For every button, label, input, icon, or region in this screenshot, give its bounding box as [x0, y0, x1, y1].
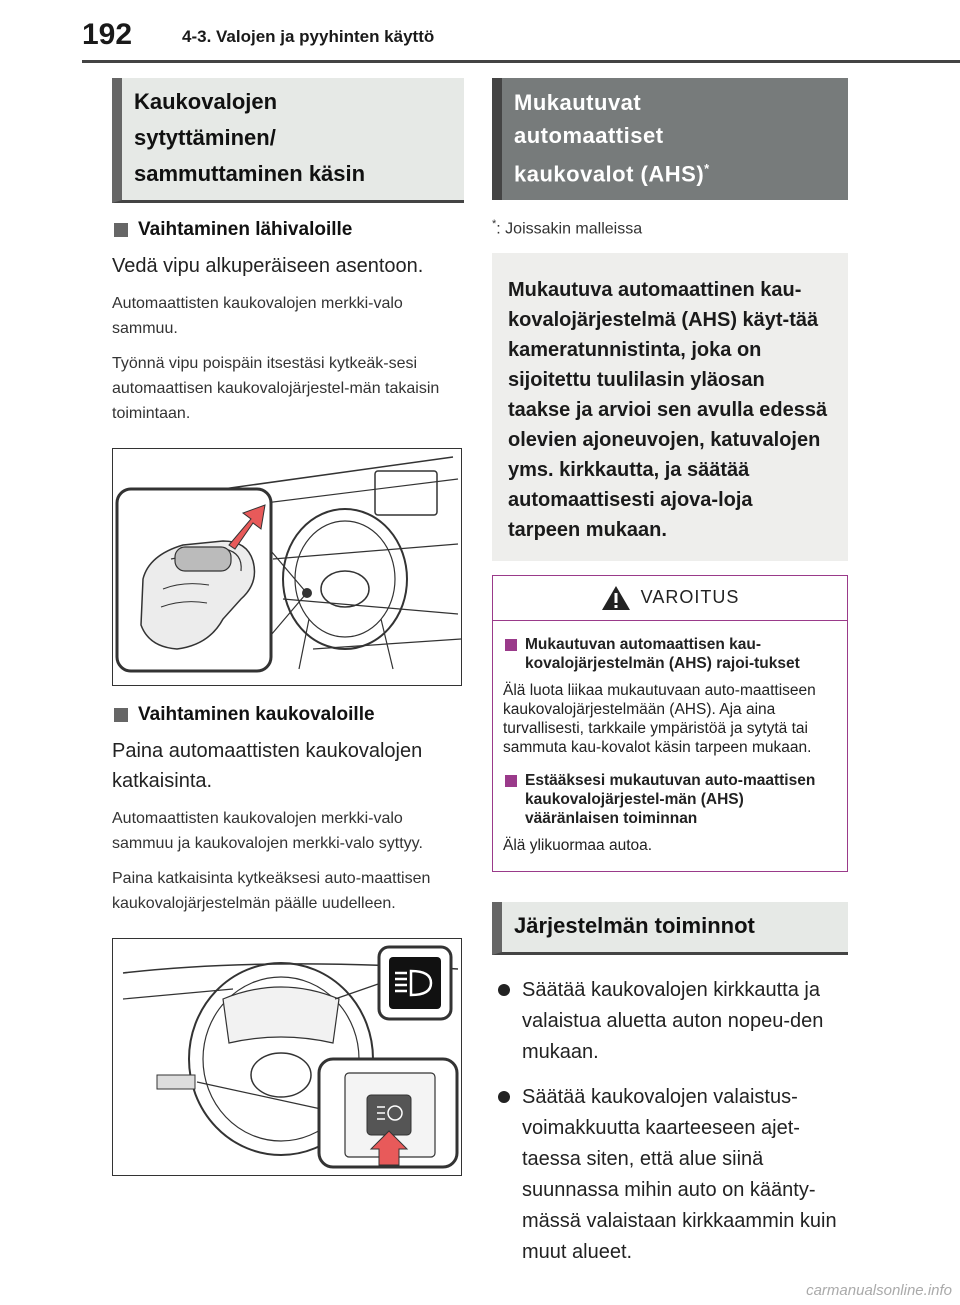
section-title-line: sytyttäminen/	[134, 125, 276, 150]
footnote-marker: *	[492, 218, 497, 231]
warning-header	[493, 576, 847, 621]
body-text: Työnnä vipu poispäin itsestäsi kytkeäk-sesi automaattisen kaukovalojärjestel-män takaisin toimintaan.	[112, 355, 440, 422]
left-column	[112, 78, 464, 1176]
warning-body	[493, 621, 847, 871]
body-text: Automaattisten kaukovalojen merkki-valo sammuu.	[112, 295, 403, 337]
subheading-text: Vaihtaminen lähivaloille	[138, 219, 353, 240]
section-title-line: Kaukovalojen	[134, 89, 278, 114]
section-title-text: kaukovalot (AHS)	[514, 161, 705, 187]
section-title-ahs	[492, 78, 848, 200]
subheading-high-beam	[112, 704, 464, 726]
warning-box	[492, 575, 848, 872]
warning-text: Älä ylikuormaa autoa.	[503, 836, 653, 854]
section-title-line: automaattiset	[514, 123, 664, 148]
page-header	[0, 0, 960, 66]
body-text: Automaattisten kaukovalojen merkki-valo sammuu ja kaukovalojen merkki-valo syttyy.	[112, 810, 423, 852]
subheading-low-beam	[112, 219, 464, 241]
bullet-dot-icon	[498, 984, 510, 996]
watermark: carmanualsonline.info	[806, 1282, 952, 1299]
square-bullet-icon	[505, 775, 517, 787]
section-title-manual-high-beam	[112, 78, 464, 203]
footnote-text: : Joissakin malleissa	[496, 220, 643, 238]
header-rule	[82, 60, 960, 63]
body-text: Paina katkaisinta kytkeäksesi auto-maattisen kaukovalojärjestelmän päälle uudelleen.	[112, 870, 431, 912]
footnote	[492, 218, 848, 238]
illustration-ahs-switch	[112, 938, 462, 1176]
list-item	[492, 1082, 848, 1268]
page-number: 192	[82, 18, 133, 51]
section-title-line: sammuttaminen käsin	[134, 161, 366, 186]
warning-text: Älä luota liikaa mukautuvaan auto-maattiseen kaukovalojärjestelmään (AHS). Aja aina turvallisesti, tarkkaile ympäristöä ja sytytä tai sammuta kau-kovalot käsin tarpeen mukaan.	[503, 681, 816, 756]
ahs-intro-box: Mukautuva automaattinen kau-kovalojärjestelmä (AHS) käyt-tää kameratunnistinta, joka on sijoitettu tuulilasin yläosan taakse ja arvioi sen avulla edessä olevien ajoneuvojen, katuvalojen yms. kirkkautta, ja säätää automaattisesti ajova-loja tarpeen mukaan.	[492, 253, 848, 561]
section-title-line: Järjestelmän toiminnot	[514, 912, 755, 938]
warning-subheading-text: Estääksesi mukautuvan auto-maattisen kaukovalojärjestel-män (AHS) vääränlaisen toiminnan	[525, 771, 816, 827]
warning-triangle-icon	[601, 585, 631, 611]
right-column	[492, 78, 848, 1268]
square-bullet-icon	[114, 223, 128, 237]
warning-subheading-text: Mukautuvan automaattisen kau-kovalojärjestelmän (AHS) rajoi-tukset	[525, 635, 800, 672]
bullet-dot-icon	[498, 1091, 510, 1103]
instruction-text: Paina automaattisten kaukovalojen katkaisinta.	[112, 740, 423, 792]
section-title-system-functions	[492, 902, 848, 955]
warning-heading: VAROITUS	[640, 587, 740, 608]
subheading-text: Vaihtaminen kaukovaloille	[138, 704, 375, 725]
list-item-text: Säätää kaukovalojen kirkkautta ja valaistua aluetta auton nopeu-den mukaan.	[522, 978, 824, 1063]
square-bullet-icon	[505, 639, 517, 651]
section-title-line	[514, 152, 838, 190]
list-item	[492, 975, 848, 1068]
warning-subheading	[503, 635, 837, 673]
chapter-title: 4-3. Valojen ja pyyhinten käyttö	[182, 27, 435, 46]
footnote-marker: *	[704, 161, 710, 176]
section-title-line: Mukautuvat	[514, 90, 642, 115]
square-bullet-icon	[114, 708, 128, 722]
warning-subheading	[503, 771, 837, 828]
illustration-lever-pull	[112, 448, 462, 686]
list-item-text: Säätää kaukovalojen valaistus-voimakkuutta kaarteeseen ajet-taessa siten, että alue siinä suunnassa mihin auto on käänty-mässä valaistaan kirkkaammin kuin muut alueet.	[522, 1085, 837, 1263]
instruction-text: Vedä vipu alkuperäiseen asentoon.	[112, 255, 424, 277]
